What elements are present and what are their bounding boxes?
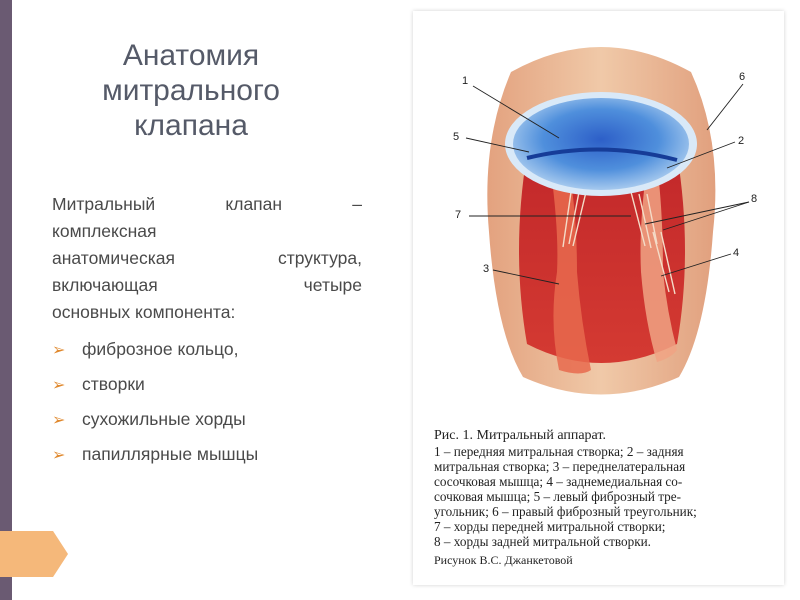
- label-6: 6: [739, 71, 746, 83]
- label-5: 5: [453, 131, 460, 143]
- caption-line: митральная створка; 3 – переднелатеральная: [434, 459, 686, 474]
- component-list-item: [52, 335, 258, 370]
- label-4: 4: [733, 247, 740, 259]
- description-line: [52, 299, 362, 326]
- title-line: Анатомия: [122, 39, 260, 72]
- left-accent-bar: [0, 0, 12, 600]
- description-line: [52, 191, 362, 218]
- description-line: [52, 218, 362, 245]
- component-label: створки: [82, 374, 145, 394]
- label-7: 7: [455, 209, 462, 221]
- caption-line: угольник; 6 – правый фиброзный треугольник;: [434, 504, 697, 519]
- figure-caption: [434, 428, 774, 568]
- caption-line: сочковая мышца; 5 – левый фиброзный тре-: [434, 489, 681, 504]
- description-word: –: [352, 194, 362, 214]
- label-1: 1: [462, 75, 469, 87]
- description-word: основных компонента:: [52, 302, 236, 322]
- description-word: клапан: [225, 194, 283, 214]
- caption-line: 8 – хорды задней митральной створки.: [434, 534, 651, 549]
- title-line: митрального: [102, 74, 280, 107]
- description-word: анатомическая: [52, 248, 175, 268]
- bullet-arrow-icon: ➢: [52, 410, 66, 429]
- figure-credit: Рисунок В.С. Джанкетовой: [434, 553, 573, 567]
- label-3: 3: [483, 263, 490, 275]
- caption-line: 7 – хорды передней митральной створки;: [434, 519, 666, 534]
- description-word: включающая: [52, 275, 158, 295]
- bullet-arrow-icon: ➢: [52, 445, 66, 464]
- component-list-item: [52, 405, 258, 440]
- caption-line: 1 – передняя митральная створка; 2 – задняя: [434, 444, 684, 459]
- caption-title: Рис. 1. Митральный аппарат.: [434, 428, 606, 443]
- mitral-apparatus-illustration: [431, 32, 772, 416]
- description-word: комплексная: [52, 221, 157, 241]
- figure-card: [413, 11, 784, 585]
- label-8: 8: [751, 193, 758, 205]
- description-word: Митральный: [52, 194, 156, 214]
- bullet-arrow-icon: ➢: [52, 375, 66, 394]
- label-2: 2: [738, 135, 745, 147]
- title-line: клапана: [134, 109, 248, 142]
- description-word: структура,: [278, 248, 362, 268]
- caption-line: сосочковая мышца; 4 – заднемедиальная со-: [434, 474, 683, 489]
- component-label: папиллярные мышцы: [82, 444, 259, 464]
- description-line: [52, 272, 362, 299]
- component-list-item: [52, 440, 258, 475]
- description-paragraph: [52, 191, 362, 326]
- mitral-leaflets: [513, 98, 689, 190]
- component-label: фиброзное кольцо,: [82, 339, 239, 359]
- slide-tab-marker: [0, 531, 68, 577]
- component-list-item: [52, 370, 258, 405]
- description-line: [52, 245, 362, 272]
- component-label: сухожильные хорды: [82, 409, 246, 429]
- description-word: четыре: [303, 275, 362, 295]
- component-list: [52, 335, 258, 475]
- bullet-arrow-icon: ➢: [52, 340, 66, 359]
- slide-title: [60, 38, 322, 143]
